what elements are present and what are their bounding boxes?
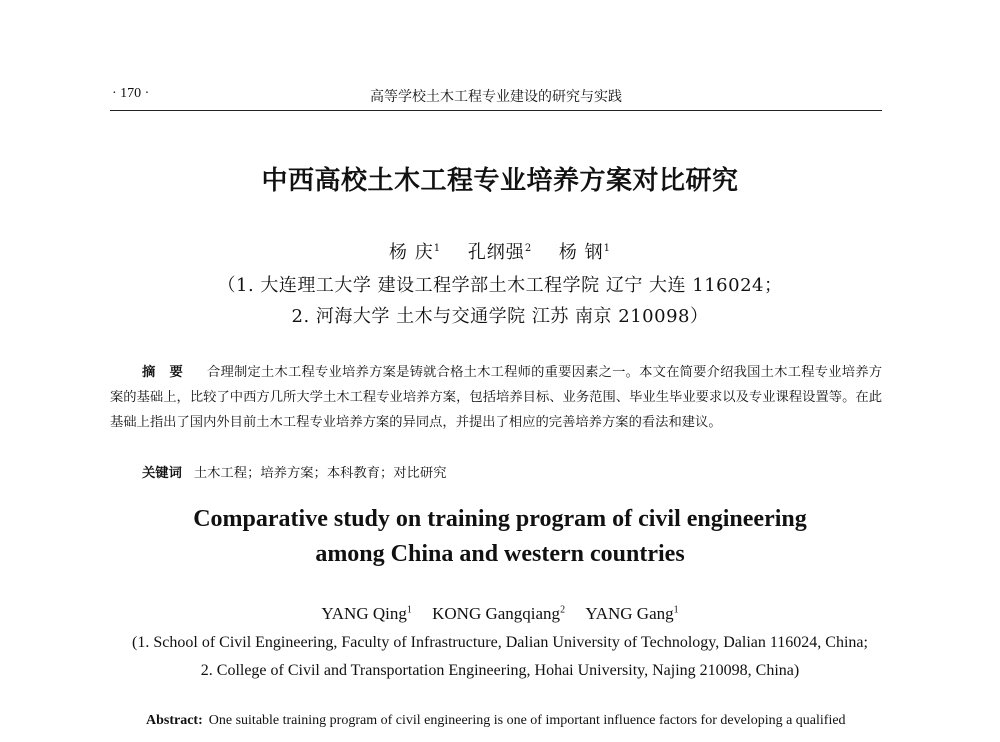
author-cn: 杨 钢$^1$ bbox=[558, 242, 612, 263]
journal-title: 高等学校土木工程专业建设的研究与实践 bbox=[370, 89, 622, 105]
authors-en bbox=[0, 604, 1000, 624]
affiliation-en-2: 2. College of Civil and Transportation Engineering, Hohai University, Najing 210098, China) bbox=[200, 662, 800, 679]
affiliation-en-1: (1. School of Civil Engineering, Faculty of Infrastructure, Dalian University of Technology, Dalian 116024, China; bbox=[132, 634, 868, 651]
authors-cn bbox=[0, 238, 1000, 264]
author-cn: 孔纲强$^2$ bbox=[467, 242, 533, 263]
abstract-en bbox=[146, 713, 886, 729]
author-en: KONG Gangqiang$^2$ bbox=[432, 604, 566, 623]
abstract-en-text: One suitable training program of civil engineering is one of important influence factors for developing a qualified bbox=[208, 713, 846, 728]
page-number: · 170 · bbox=[112, 86, 150, 101]
author-cn: 杨 庆$^1$ bbox=[388, 242, 442, 263]
abstract-cn-text: 合理制定土木工程专业培养方案是铸就合格土木工程师的重要因素之一。本文在简要介绍我国土木工程专业培养方案的基础上，比较了中西方几所大学土木工程专业培养方案，包括培养目标、业务范围、毕业生毕业要求以及专业课程设置等。在此基础上指出了国内外目前土木工程专业培养方案的异同点，并提出了相应的完善培养方案的看法和建议。 bbox=[110, 365, 883, 430]
paper-title-en-line2: among China and western countries bbox=[315, 541, 685, 567]
paper-title-en-line1: Comparative study on training program of civil engineering bbox=[193, 506, 807, 532]
abstract-cn-label: 摘要 bbox=[142, 365, 198, 380]
keywords-cn-text: 土木工程；培养方案；本科教育；对比研究 bbox=[193, 466, 447, 481]
affiliation-cn-2: 2. 河海大学 土木与交通学院 江苏 南京 210098） bbox=[291, 306, 709, 327]
author-en: YANG Gang$^1$ bbox=[585, 604, 679, 623]
affiliation-cn-1: （1. 大连理工大学 建设工程学部土木工程学院 辽宁 大连 116024； bbox=[217, 275, 783, 296]
author-en: YANG Qing$^1$ bbox=[321, 604, 412, 623]
keywords-cn-label: 关键词 bbox=[142, 466, 182, 481]
abstract-cn bbox=[110, 360, 882, 435]
running-header bbox=[110, 84, 882, 111]
keywords-cn bbox=[142, 462, 447, 481]
abstract-en-label: Abstract: bbox=[146, 713, 203, 728]
paper-title-cn: 中西高校土木工程专业培养方案对比研究 bbox=[261, 166, 739, 196]
